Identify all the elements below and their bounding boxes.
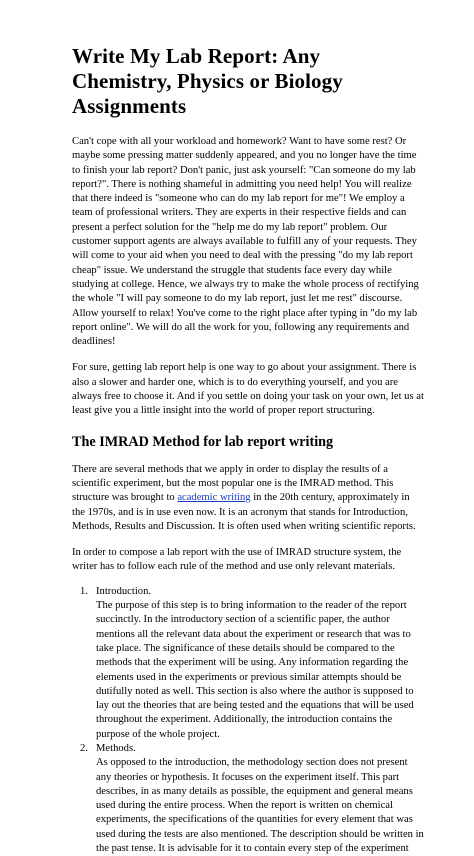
list-item-body: As opposed to the introduction, the methodology section does not present any theories or hypothesis. It focuses on the experiment itself. This part describes, in as many details as possible, the equipment and general means used during the entire process. When the report is written on chemical experiments, the specifications of the quantities for every element that was used during the tests are also mentioned. The description should be written in the past tense. It is advisable for it to contain every step of the experiment (96, 757, 424, 855)
list-item-introduction (72, 585, 424, 742)
list-item-title: Methods. (96, 742, 136, 754)
imrad-text-before-link: There are several methods that we apply in order to display the results of a scientific experiment, but the most popular one is the IMRAD method. This structure was brought to (72, 463, 394, 504)
document-content (72, 44, 424, 856)
list-item-number: 2. (80, 742, 88, 754)
list-item-body: The purpose of this step is to bring information to the reader of the report succinctly. In the introductory section of a scientific paper, the author mentions all the relevant data about the experiment or research that was to take place. The significance of these details should be compared to the methods that the experiment will be using. Any information regarding the elements used in the experiments or previous similar attempts should be dutifully noted as well. This section is also where the author is supposed to lay out the theories that are being tested and the equations that will be used throughout the experiment. Additionally, the introduction contains the purpose of the whole project. (96, 600, 414, 740)
imrad-heading: The IMRAD Method for lab report writing (72, 433, 334, 450)
imrad-text-after-link: in the 20th century, approximately in the 1970s, and is in use even now. It is an acronym that stands for Introduction, Methods, Results and Discussion. It is often used when writing scientific reports. (72, 492, 416, 532)
page-title: Write My Lab Report: Any Chemistry, Physics or Biology Assignments (72, 44, 343, 118)
list-item-methods (72, 742, 424, 856)
self-help-paragraph: For sure, getting lab report help is one way to go about your assignment. There is also a slower and harder one, which is to do everything yourself, and you are always free to choose it. And if you settle on doing your task on your own, let us at least give you a little insight into the world of proper report structuring. (72, 362, 424, 417)
imrad-paragraph (72, 463, 424, 534)
compose-paragraph: In order to compose a lab report with the use of IMRAD structure system, the writer has to follow each rule of the method and use only relevant materials. (72, 547, 402, 573)
academic-writing-link[interactable]: academic writing (177, 492, 251, 504)
imrad-steps-list (72, 585, 424, 856)
list-item-number: 1. (80, 585, 88, 597)
intro-paragraph: Can't cope with all your workload and homework? Want to have some rest? Or maybe some pressing matter suddenly appeared, and you no longer have the time to finish your lab report? Don't panic, just ask yourself: "Can someone do my lab report?". There is nothing shameful in admitting you need help! You will realize that there indeed is "someone who can do my lab report for me"! We employ a team of professional writers. They are experts in their respective fields and can present a perfect solution for the "help me do my lab report" problem. Our customer support agents are always available to fulfill any of your requests. They will come to your aid when you need to deal with the pressing "do my lab report cheap" issue. We understand the struggle that students face every day while studying at college. Hence, we always try to make the whole process of rectifying the whole "I will pay someone to do my lab report, just let me rest" discourse. Allow yourself to relax! You've come to the right place after typing in "do my lab report online". We will do all the work for you, following any requirements and deadlines! (72, 136, 419, 348)
list-item-title: Introduction. (96, 585, 152, 597)
